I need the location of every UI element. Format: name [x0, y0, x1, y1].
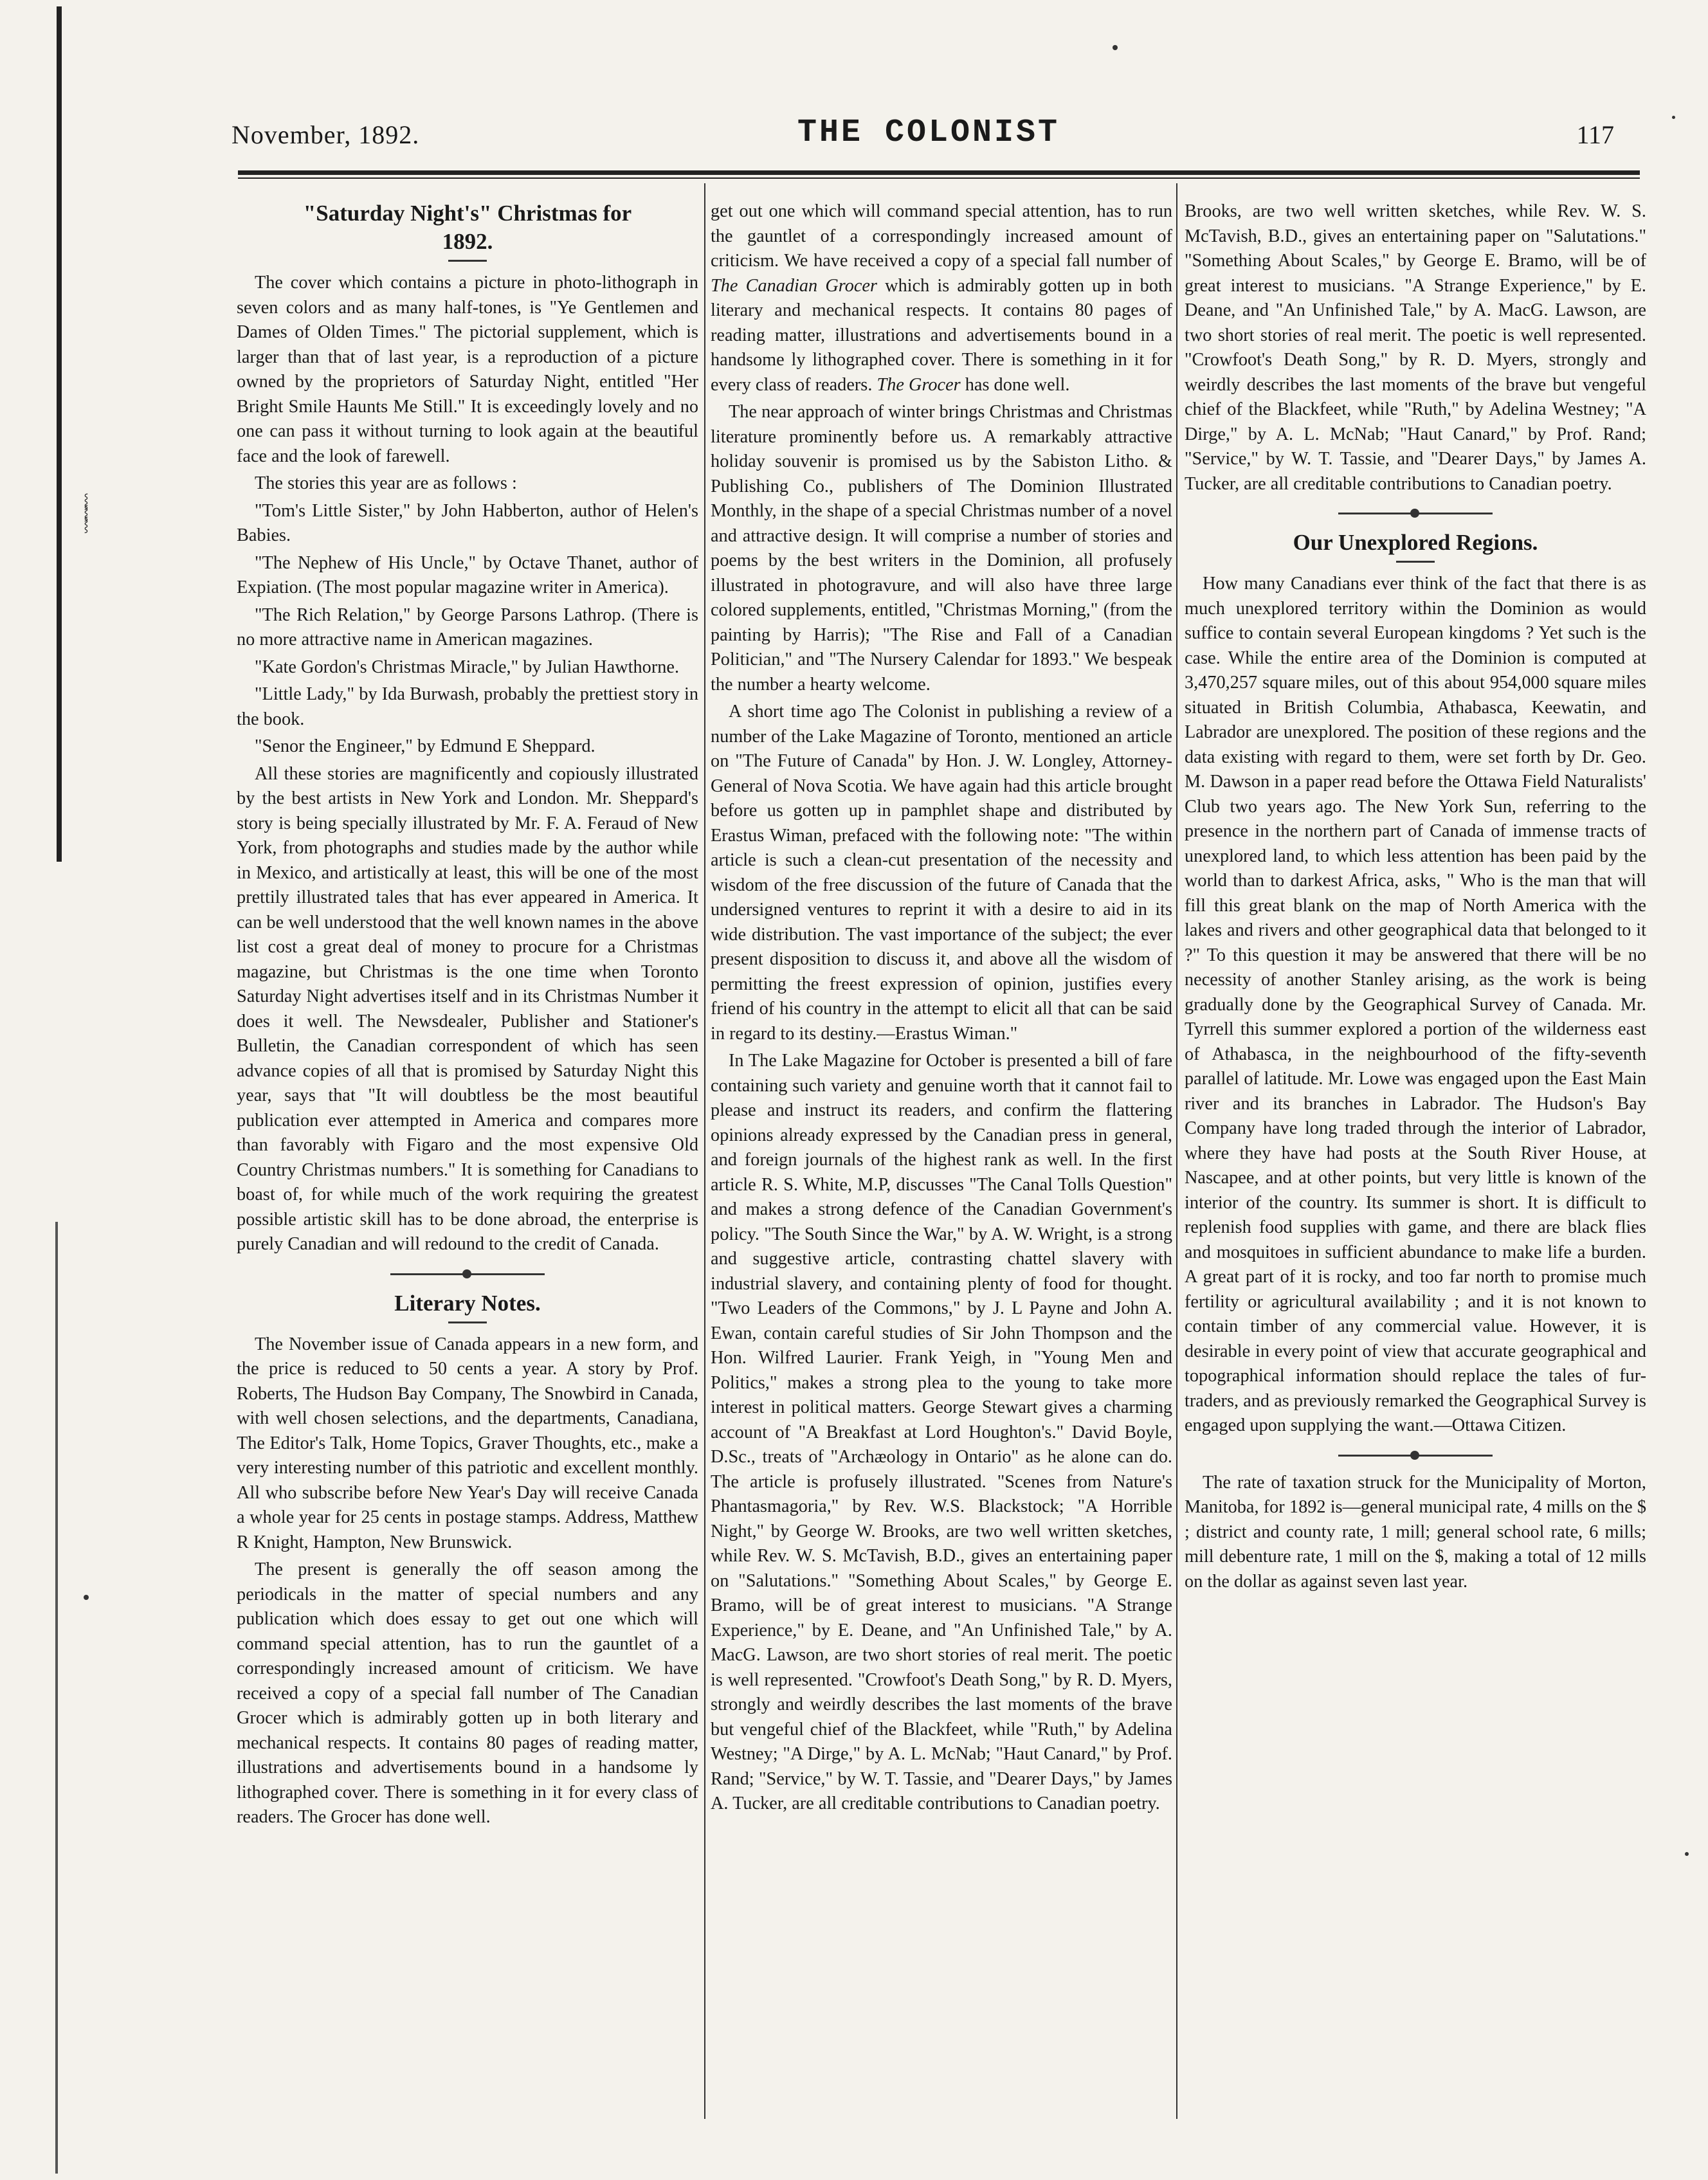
article-title-unexplored-regions: Our Unexplored Regions. — [1293, 530, 1538, 555]
paragraph: The November issue of Canada appears in a new form, and the price is reduced to 50 cents a year. A story by Prof. Roberts, The Hudson Bay Company, The Snowbird in Canada, with well chosen selections, and the departments, Canadiana, The Editor's Talk, Home Topics, Graver Thoughts, etc., make a very interesting number of this patriotic and excellent monthly. All who subscribe before New Year's Day will receive Canada a whole year for 25 cents in postage stamps. Address, Matthew R Knight, Hampton, New Brunswick. — [237, 1334, 698, 1552]
section-ornament — [1338, 507, 1493, 520]
story-item: "The Nephew of His Uncle," by Octave Thanet, author of Expiation. (The most popular magazine writer in America). — [237, 552, 698, 597]
paragraph: The stories this year are as follows : — [255, 473, 517, 493]
story-item: "Senor the Engineer," by Edmund E Sheppard. — [255, 736, 595, 756]
publication-title: THE COLONIST — [797, 114, 1060, 151]
title-dash — [448, 1322, 487, 1323]
article-title-saturday-night — [237, 199, 698, 256]
title-dash — [448, 260, 487, 262]
title-line-2: 1892. — [442, 229, 493, 254]
paragraph: In The Lake Magazine for October is presented a bill of fare containing such variety and genuine worth that it cannot fail to please and instruct its readers, and confirm the flattering opinions already expressed by the Canadian press in general, and foreign journals of the highest rank as well. In the first article R. S. White, M.P, discusses "The Canal Tolls Question" and makes a strong defence of the Canadian Government's policy. "The South Since the War," by A. W. Wright, is a strong and suggestive article, contrasting chattel slavery with industrial slavery, and containing plenty of food for thought. "Two Leaders of the Commons," by J. L Payne and John A. Ewan, contain careful studies of Sir John Thompson and the Hon. Wilfred Laurier. Frank Yeigh, in "Young Men and Politics," makes a strong plea to the young to take more interest in political matters. George Stewart gives a charming account of "A Breakfast at Lord Houghton's." David Boyle, D.Sc., treats of "Archæology in Ontario" as he alone can do. The article is profusely illustrated. "Scenes from Nature's Phantasmagoria," by Rev. W.S. Blackstock; "A Horrible Night," by George W. Brooks, are two well written sketches, while Rev. W. S. McTavish, B.D., gives an entertaining paper on "Salutations." "Something About Scales," by George E. Bramo, will be of great interest to musicians. "A Strange Experience," by E. Deane, and "An Unfinished Tale," by A. MacG. Lawson, are two short stories of real merit. The poetic is well represented. "Crowfoot's Death Song," by R. D. Myers, strongly and weirdly describes the last moments of the brave but vengeful chief of the Blackfeet, while "Ruth," by Adelina Westney; "A Dirge," by A. L. McNab; "Haut Canard," by Prof. Rand; "Service," by W. T. Tassie, and "Dearer Days," by James A. Tucker, are all creditable contributions to Canadian poetry. — [711, 1051, 1172, 1813]
page-number: 117 — [1576, 120, 1614, 149]
paragraph-continued: get out one which will command special attention, has to run the gauntlet of a correspondingly increased amount of criticism. We have received a copy of a special fall number of The Canadian Grocer which is admirably gotten up in both literary and mechanical respects. It contains 80 pages of reading matter, illustrations and advertisements bound in a handsome ly lithographed cover. There is something in it for every class of readers. The Grocer has done well. — [711, 201, 1172, 395]
section-ornament — [390, 1267, 545, 1280]
binding-rule-lower — [55, 1222, 58, 2174]
paragraph: The near approach of winter brings Christmas and Christmas literature prominently before us. A remarkably attractive holiday souvenir is promised us by the Sabiston Litho. & Publishing Co., publishers of The Dominion Illustrated Monthly, in the shape of a special Christmas number of a novel and attractive design. It will comprise a number of stories and poems by the best writers in the Dominion, all profusely illustrated in photogravure, and will also have three large colored supplements, entitled, "Christmas Morning," (from the painting by Harris); "The Rise and Fall of a Canadian Politician," and "The Nursery Calendar for 1893." We bespeak the number a hearty welcome. — [711, 402, 1172, 695]
print-speck — [84, 1595, 89, 1600]
paragraph: All these stories are magnificently and copiously illustrated by the best artists in New York and London. Mr. Sheppard's story is being specially illustrated by Mr. F. A. Feraud of New York, from photographs and studies made by the author while in Mexico, and artistically at least, this will be one of the most prettily illustrated tales that has ever appeared in America. It can be well understood that the well known names in the above list cost a great deal of money to procure for a Christmas magazine, but Christmas is the one time when Toronto Saturday Night advertises itself and in its Christmas Number it does it well. The Newsdealer, Publisher and Stationer's Bulletin, the Canadian correspondent of which has seen advance copies of all that is promised by Saturday Night this year, says that "It will doubtless be the most beautiful publication ever attempted in America and compares more than favorably with Figaro and the most expensive Old Country Christmas numbers." It is something for Canadians to boast of, for while much of the work requiring the greatest possible artistic skill has to be done abroad, the enterprise is purely Canadian and will redound to the credit of Canada. — [237, 763, 698, 1254]
print-speck — [1113, 45, 1118, 50]
print-speck — [1685, 1852, 1689, 1856]
title-dash — [1396, 561, 1435, 563]
paragraph: The present is generally the off season among the periodicals in the matter of special numbers and any publication which does essay to get out one which will command special attention, has to run the gauntlet of a correspondingly increased amount of criticism. We have received a copy of a special fall number of The Canadian Grocer which is admirably gotten up in both literary and mechanical respects. It contains 80 pages of reading matter, illustrations and advertisements bound in a handsome ly lithographed cover. There is something in it for every class of readers. The Grocer has done well. — [237, 1559, 698, 1827]
header-rule — [238, 170, 1640, 175]
story-item: "Kate Gordon's Christmas Miracle," by Julian Hawthorne. — [255, 657, 680, 677]
section-ornament — [1338, 1449, 1493, 1462]
column-divider-1 — [704, 183, 705, 2119]
column-1 — [237, 199, 698, 1827]
paragraph-continued: Brooks, are two well written sketches, while Rev. W. S. McTavish, B.D., gives an entertaining paper on "Salutations." "Something About Scales," by George E. Bramo, will be of great interest to musicians. "A Strange Experience," by E. Deane, and "An Unfinished Tale," by A. MacG. Lawson, are two short stories of real merit. The poetic is well represented. "Crowfoot's Death Song," by R. D. Myers, strongly and weirdly describes the last moments of the brave but vengeful chief of the Blackfeet, while "Ruth," by Adelina Westney; "A Dirge," by A. L. McNab; "Haut Canard," by Prof. Rand; "Service," by W. T. Tassie, and "Dearer Days," by James A. Tucker, are all creditable contributions to Canadian poetry. — [1185, 201, 1646, 494]
paragraph: The rate of taxation struck for the Municipality of Morton, Manitoba, for 1892 is—general municipal rate, 4 mills on the $ ; district and county rate, 1 mill; general school rate, 6 mills; mill debenture rate, 1 mill on the $, making a total of 12 mills on the dollar as against seven last year. — [1185, 1472, 1646, 1592]
margin-annotation: ⸾ ⸾ ⸾ — [84, 493, 89, 532]
story-item: "Tom's Little Sister," by John Habberton, author of Helen's Babies. — [237, 500, 698, 545]
header-rule-thin — [238, 177, 1640, 179]
title-line-1: "Saturday Night's" Christmas for — [303, 201, 632, 226]
column-3 — [1185, 199, 1646, 1597]
page-header — [232, 114, 1646, 153]
binding-rule — [57, 6, 62, 862]
paragraph: The cover which contains a picture in photo-lithograph in seven colors and as many half-tones, is "Ye Gentlemen and Dames of Olden Times." The pictorial supplement, which is larger than that of last year, is a reproduction of a picture owned by the proprietors of Saturday Night, entitled "Her Bright Smile Haunts Me Still." It is exceedingly lovely and no one can pass it without turning to look again at the beautiful face and the look of farewell. — [237, 273, 698, 466]
column-divider-2 — [1176, 183, 1177, 2119]
print-speck — [1672, 116, 1675, 119]
story-item: "Little Lady," by Ida Burwash, probably the prettiest story in the book. — [237, 684, 698, 729]
column-2 — [711, 199, 1172, 1813]
paragraph: How many Canadians ever think of the fact that there is as much unexplored territory within the Dominion as would suffice to contain several European kingdoms ? Yet such is the case. While the entire area of the Dominion is computed at 3,470,257 square miles, out of this about 954,000 square miles situated in British Columbia, Athabasca, Keewatin, and Labrador are unexplored. The position of these regions and the data existing with regard to them, were set forth by Dr. Geo. M. Dawson in a paper read before the Ottawa Field Naturalists' Club two years ago. The New York Sun, referring to the presence in the northern part of Canada of immense tracts of unexplored land, to which less attention has been paid by the world than to darkest Africa, asks, " Who is the man that will fill this great blank on the map of North America with the lakes and rivers and other geographical data that belonged to it ?" To this question it may be answered that there will be no necessity of another Stanley arising, as the work is being gradually done by the Geographical Survey of Canada. Mr. Tyrrell this summer explored a portion of the wilderness east of Athabasca, in the neighbourhood of the fifty-seventh parallel of latitude. Mr. Lowe was engaged upon the East Main river and its branches in Labrador. The Hudson's Bay Company have long traded through the interior of Labrador, where they have had posts at the South River House, at Nascapee, and at other points, but very little is known of the interior of the country. Its summer is short. It is difficult to replenish food supplies with game, and there are black flies and mosquitoes in sufficient abundance to make life a burden. A great part of it is rocky, and too far north to promise much fertility or agricultural availability ; and it is not known to contain timber of any commercial value. However, it is desirable in every point of view that accurate geographical and topographical information should replace the tales of fur-traders, and as previously remarked the Geographical Survey is engaged upon supplying the want.—Ottawa Citizen. — [1185, 574, 1646, 1435]
paragraph: A short time ago The Colonist in publishing a review of a number of the Lake Magazine of Toronto, mentioned an article on "The Future of Canada" by Hon. J. W. Longley, Attorney-General of Nova Scotia. We have again had this article brought before us gotten up in pamphlet shape and distributed by Erastus Wiman, prefaced with the following note: "The within article is such a clean-cut presentation of the necessity and wisdom of the free discussion of the future of Canada that the undersigned ventures to reprint it with a desire to aid in its wide distribution. The vast importance of the subject; the ever present disposition to discuss it, and above all the wisdom of permitting the freest expression of opinion, justifies every friend of his country in the attempt to elicit all that can be said in regard to its destiny.—Erastus Wiman." — [711, 702, 1172, 1044]
article-title-literary-notes: Literary Notes. — [394, 1290, 541, 1316]
issue-date: November, 1892. — [232, 120, 420, 149]
story-item: "The Rich Relation," by George Parsons Lathrop. (There is no more attractive name in American magazines. — [237, 604, 698, 649]
